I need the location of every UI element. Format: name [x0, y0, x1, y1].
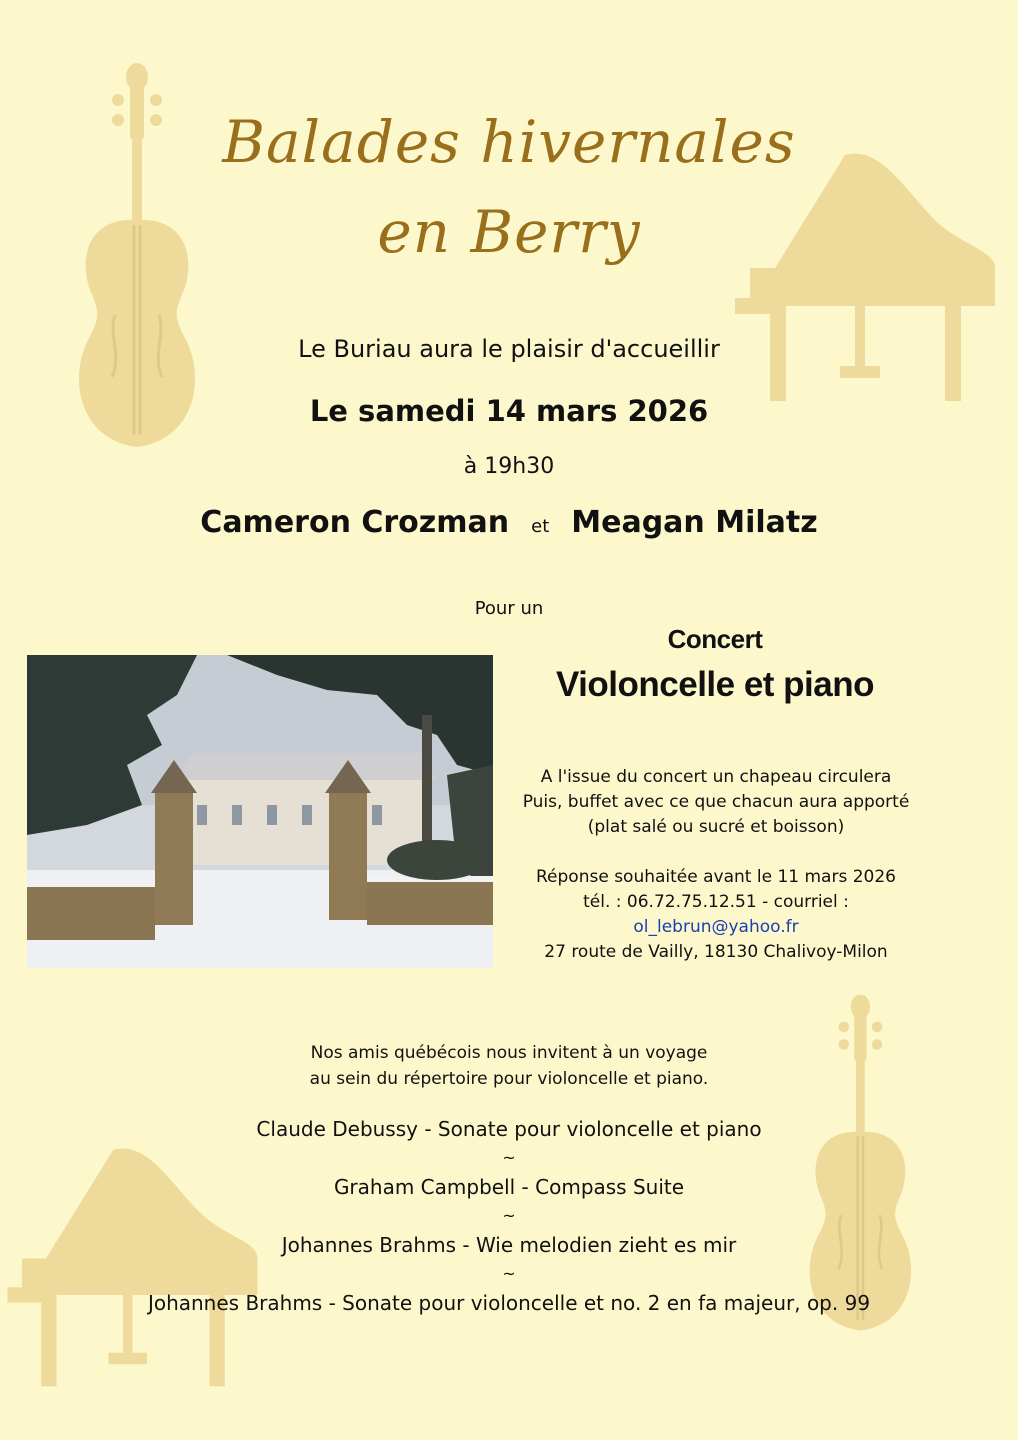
- program-intro: au sein du répertoire pour violoncelle et piano.: [309, 1069, 709, 1089]
- event-time: à 19h30: [463, 454, 555, 479]
- program-piece: Graham Campbell - Compass Suite: [333, 1175, 685, 1199]
- event-date: Le samedi 14 mars 2026: [309, 394, 709, 428]
- program-piece: Johannes Brahms - Sonate pour violoncelle et no. 2 en fa majeur, op. 99: [147, 1291, 871, 1315]
- practical-info: [500, 765, 932, 965]
- concert-title: Violoncelle et piano: [555, 665, 875, 704]
- artist-name: Cameron Crozman: [200, 505, 510, 540]
- program-piece: Johannes Brahms - Wie melodien zieht es mir: [281, 1233, 737, 1257]
- program-piece: Claude Debussy - Sonate pour violoncelle et piano: [256, 1117, 762, 1141]
- program-separator: ~: [502, 1206, 516, 1225]
- piano-icon: [730, 150, 1000, 410]
- artists: [0, 505, 1018, 540]
- page-title-line2: en Berry: [377, 198, 641, 266]
- contact-line: tél. : 06.72.75.12.51 - courriel :: [583, 892, 849, 912]
- address-line: 27 route de Vailly, 18130 Chalivoy-Milon: [544, 942, 888, 962]
- program-separator: ~: [502, 1264, 516, 1283]
- artist-name: Meagan Milatz: [571, 505, 818, 540]
- info-line: (plat salé ou sucré et boisson): [587, 817, 845, 837]
- program-separator: ~: [502, 1148, 516, 1167]
- artist-connector: et: [531, 516, 550, 537]
- courtyard-photo: [27, 655, 493, 968]
- info-line: A l'issue du concert un chapeau circulera: [540, 767, 892, 787]
- page-title: Balades hivernales: [222, 108, 796, 176]
- program: [0, 1040, 1018, 1318]
- concert-label: Concert: [667, 624, 763, 654]
- pour-un-text: Pour un: [474, 598, 544, 619]
- info-line: Puis, buffet avec ce que chacun aura apporté: [522, 792, 910, 812]
- program-intro: Nos amis québécois nous invitent à un voyage: [310, 1043, 708, 1063]
- email-link[interactable]: ol_lebrun@yahoo.fr: [633, 917, 799, 937]
- rsvp-line: Réponse souhaitée avant le 11 mars 2026: [536, 867, 896, 887]
- concert-heading: [505, 624, 925, 705]
- invitation-intro: Le Buriau aura le plaisir d'accueillir: [298, 335, 720, 363]
